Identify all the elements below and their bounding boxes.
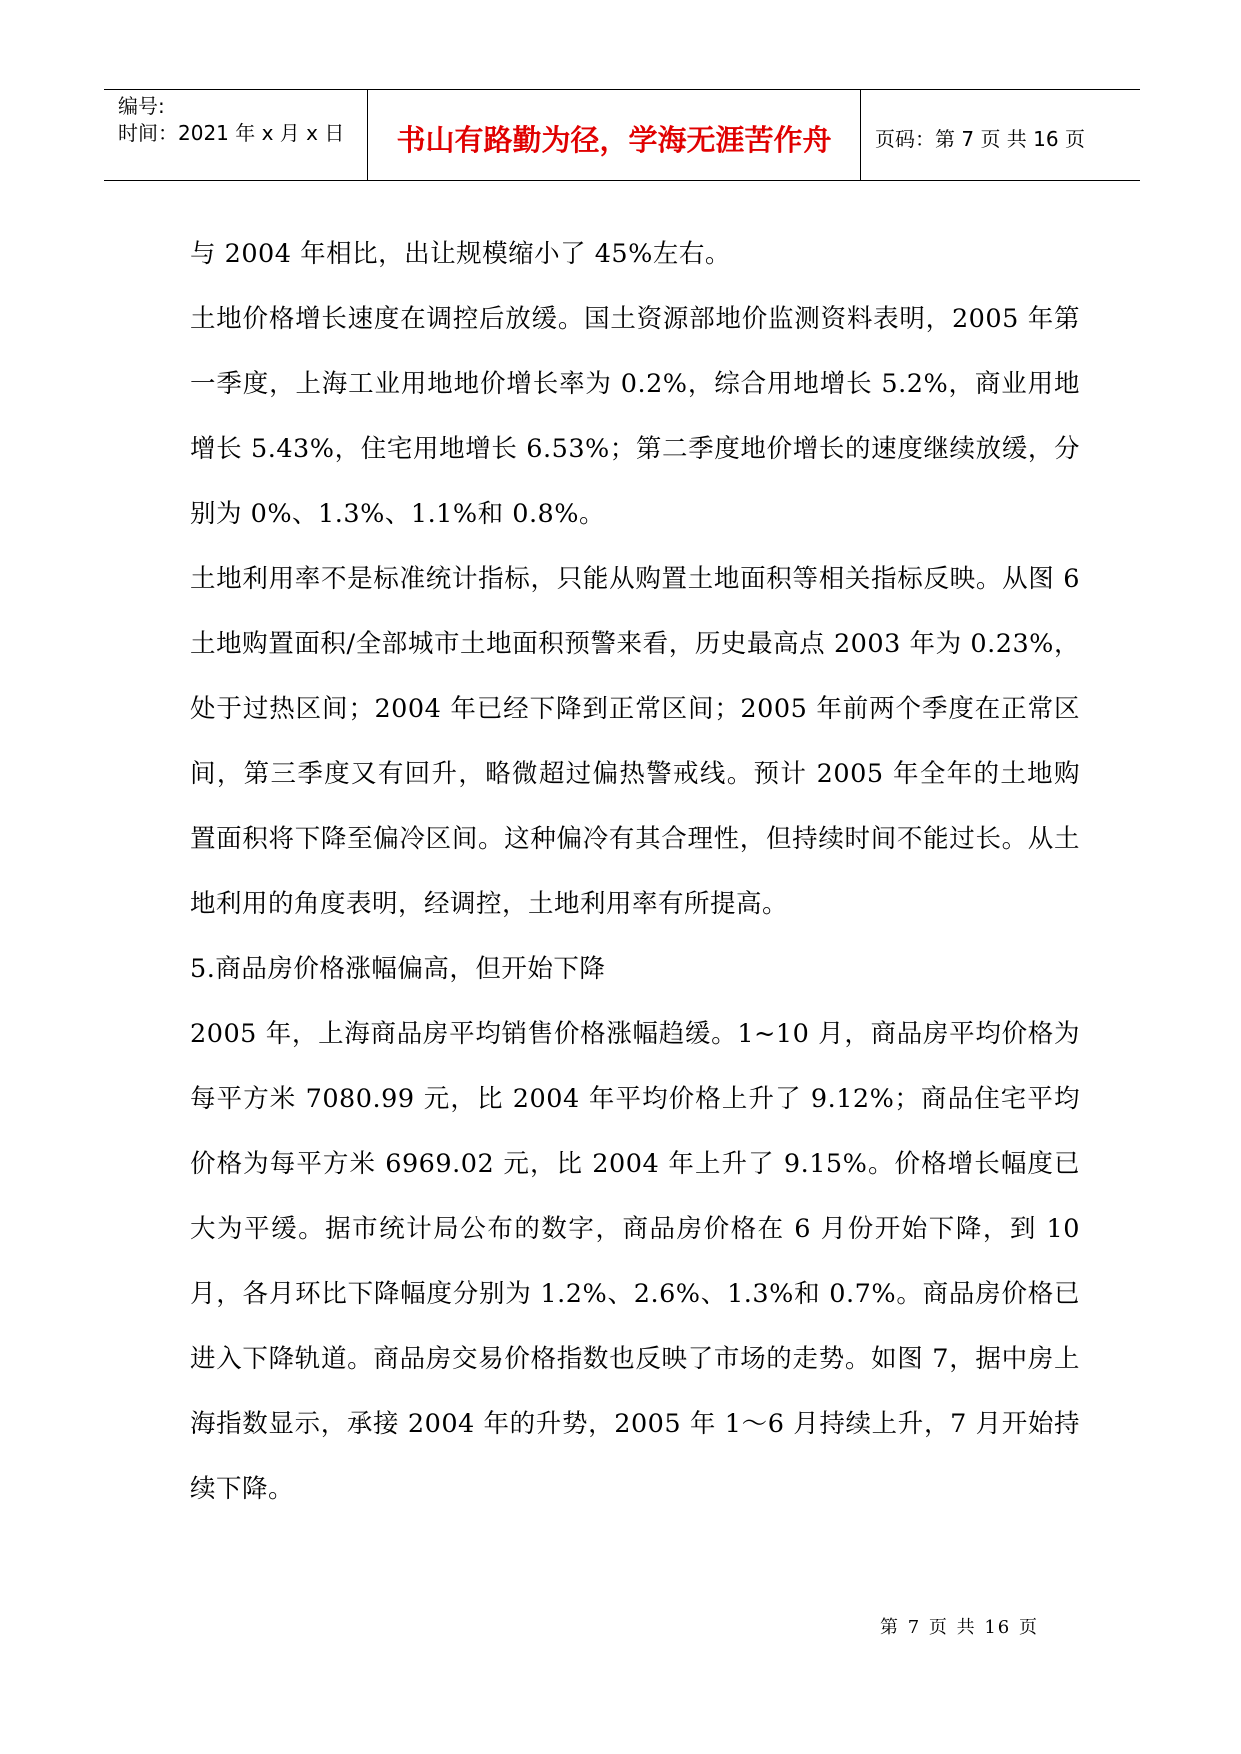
page-code: 页码：第 7 页 共 16 页 <box>875 127 1085 151</box>
serial-number-label: 编号: <box>118 94 165 118</box>
page-footer: 第 7 页 共 16 页 <box>880 1617 1039 1638</box>
header-info-cell <box>104 90 367 180</box>
header-motto-cell <box>367 90 861 180</box>
document-body <box>190 222 1080 1522</box>
paragraph: 土地价格增长速度在调控后放缓。国土资源部地价监测资料表明，2005 年第一季度，上海工业用地地价增长率为 0.2%，综合用地增长 5.2%，商业用地增长 5.43%，住宅用地增长 6.53%；第二季度地价增长的速度继续放缓，分别为 0%、1.3%、1.1%和 0.8%。 <box>190 304 1080 529</box>
paragraph: 2005 年，上海商品房平均销售价格涨幅趋缓。1~10 月，商品房平均价格为每平方米 7080.99 元，比 2004 年平均价格上升了 9.12%；商品住宅平均价格为每平方米 6969.02 元，比 2004 年上升了 9.15%。价格增长幅度已大为平缓。据市统计局公布的数字，商品房价格在 6 月份开始下降，到 10 月，各月环比下降幅度分别为 1.2%、2.6%、1.3%和 0.7%。商品房价格已进入下降轨道。商品房交易价格指数也反映了市场的走势。如图 7，据中房上海指数显示，承接 2004 年的升势，2005 年 1～6 月持续上升，7 月开始持续下降。 <box>190 1019 1080 1504</box>
header-page-cell <box>861 90 1140 180</box>
paragraph: 土地利用率不是标准统计指标，只能从购置土地面积等相关指标反映。从图 6 土地购置面积/全部城市土地面积预警来看，历史最高点 2003 年为 0.23%，处于过热区间；2004 年已经下降到正常区间；2005 年前两个季度在正常区间，第三季度又有回升，略微超过偏热警戒线。预计 2005 年全年的土地购置面积将下降至偏冷区间。这种偏冷有其合理性，但持续时间不能过长。从土地利用的角度表明，经调控，土地利用率有所提高。 <box>190 564 1080 919</box>
time-label: 时间：2021 年 x 月 x 日 <box>118 121 345 145</box>
motto-text: 书山有路勤为径，学海无涯苦作舟 <box>396 123 832 157</box>
page-header <box>104 89 1140 181</box>
paragraph: 与 2004 年相比，出让规模缩小了 45%左右。 <box>190 239 731 269</box>
section-heading: 5.商品房价格涨幅偏高，但开始下降 <box>190 954 606 984</box>
